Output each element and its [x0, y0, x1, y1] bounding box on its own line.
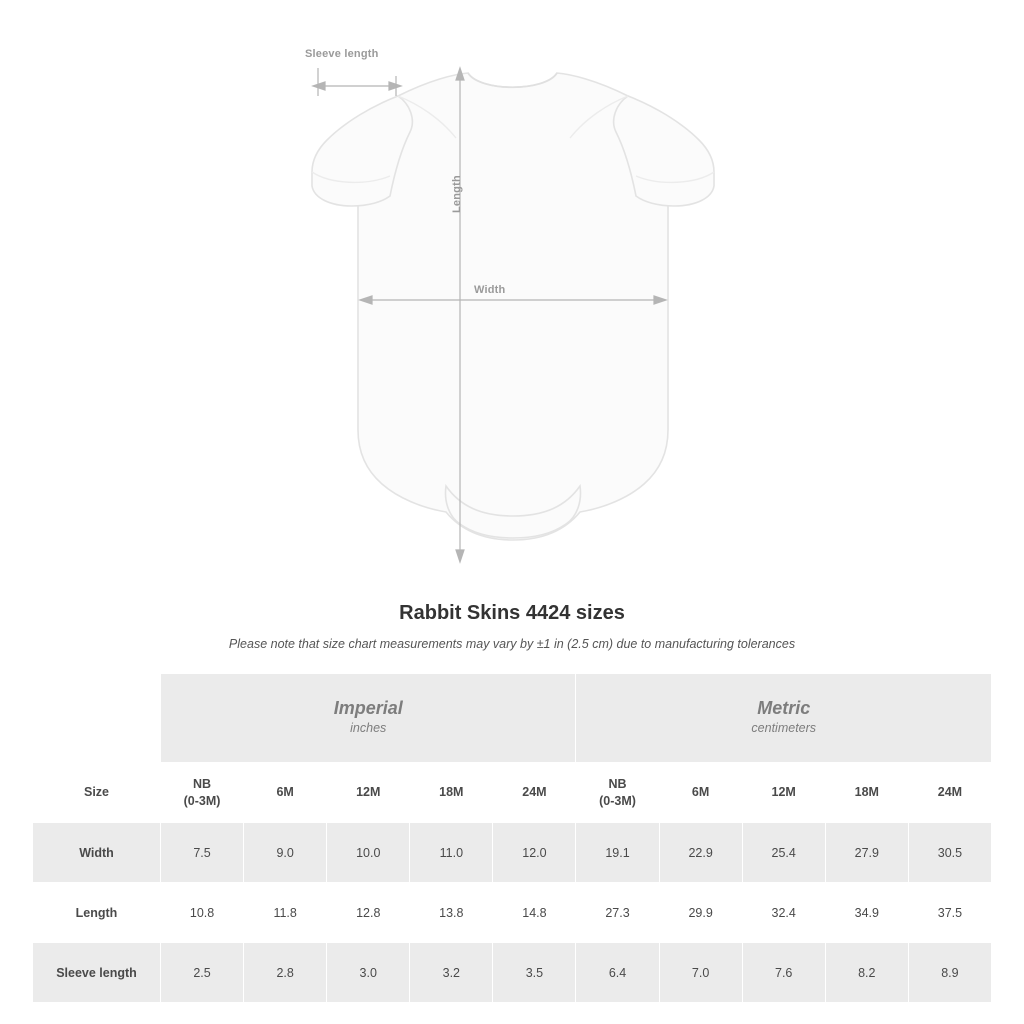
unit-group-metric-sub: centimeters	[751, 720, 817, 735]
table-row	[33, 943, 992, 1003]
cell: 9.0	[244, 823, 327, 883]
cell: 2.5	[161, 943, 244, 1003]
cell: 3.5	[493, 943, 576, 1003]
cell: 12.0	[493, 823, 576, 883]
cell: 13.8	[410, 883, 493, 943]
cell: 11.0	[410, 823, 493, 883]
cell: 8.9	[908, 943, 991, 1003]
cell: 22.9	[659, 823, 742, 883]
table-row	[33, 883, 992, 943]
unit-header-row	[33, 674, 992, 763]
cell: 3.2	[410, 943, 493, 1003]
unit-group-imperial-name: Imperial	[333, 698, 403, 719]
cell: 10.0	[327, 823, 410, 883]
unit-group-metric-name: Metric	[757, 698, 811, 719]
column-header-12m-metric: 12M	[742, 763, 825, 823]
column-header-12m-imperial: 12M	[327, 763, 410, 823]
column-header-6m-imperial: 6M	[244, 763, 327, 823]
cell: 25.4	[742, 823, 825, 883]
cell: 8.2	[825, 943, 908, 1003]
cell: 11.8	[244, 883, 327, 943]
cell: 19.1	[576, 823, 659, 883]
column-header-label: NB	[193, 776, 212, 791]
cell: 37.5	[908, 883, 991, 943]
column-header-row	[33, 763, 992, 823]
size-chart-table	[32, 673, 992, 1003]
column-header-nb-imperial	[161, 763, 244, 823]
size-chart-table-wrapper	[32, 673, 992, 1003]
cell: 14.8	[493, 883, 576, 943]
cell: 6.4	[576, 943, 659, 1003]
cell: 3.0	[327, 943, 410, 1003]
column-header-18m-imperial: 18M	[410, 763, 493, 823]
unit-group-imperial	[161, 674, 576, 763]
column-header-sub: (0-3M)	[599, 793, 636, 808]
cell: 27.9	[825, 823, 908, 883]
cell: 34.9	[825, 883, 908, 943]
page-title: Rabbit Skins 4424 sizes	[399, 602, 625, 624]
cell: 10.8	[161, 883, 244, 943]
column-header-sub: (0-3M)	[183, 793, 221, 808]
corner-cell	[33, 674, 161, 763]
title-block	[0, 602, 1024, 651]
sleeve-length-label: Sleeve length	[305, 48, 379, 60]
row-header-length: Length	[33, 883, 161, 943]
cell: 7.0	[659, 943, 742, 1003]
row-header-width: Width	[33, 823, 161, 883]
column-header-nb-metric	[576, 763, 659, 823]
size-header: Size	[33, 763, 161, 823]
cell: 7.6	[742, 943, 825, 1003]
row-header-sleeve-length: Sleeve length	[33, 943, 161, 1003]
length-label: Length	[451, 175, 463, 213]
table-row	[33, 823, 992, 883]
tolerance-note: Please note that size chart measurements may vary by ±1 in (2.5 cm) due to manufacturing tolerances	[228, 637, 796, 651]
cell: 12.8	[327, 883, 410, 943]
unit-group-imperial-sub: inches	[350, 720, 387, 735]
width-label: Width	[474, 284, 506, 296]
column-header-6m-metric: 6M	[659, 763, 742, 823]
cell: 29.9	[659, 883, 742, 943]
cell: 30.5	[908, 823, 991, 883]
column-header-18m-metric: 18M	[825, 763, 908, 823]
column-header-24m-metric: 24M	[908, 763, 991, 823]
cell: 2.8	[244, 943, 327, 1003]
column-header-label: NB	[608, 776, 627, 791]
cell: 27.3	[576, 883, 659, 943]
unit-group-metric	[576, 674, 992, 763]
cell: 32.4	[742, 883, 825, 943]
column-header-24m-imperial: 24M	[493, 763, 576, 823]
cell: 7.5	[161, 823, 244, 883]
